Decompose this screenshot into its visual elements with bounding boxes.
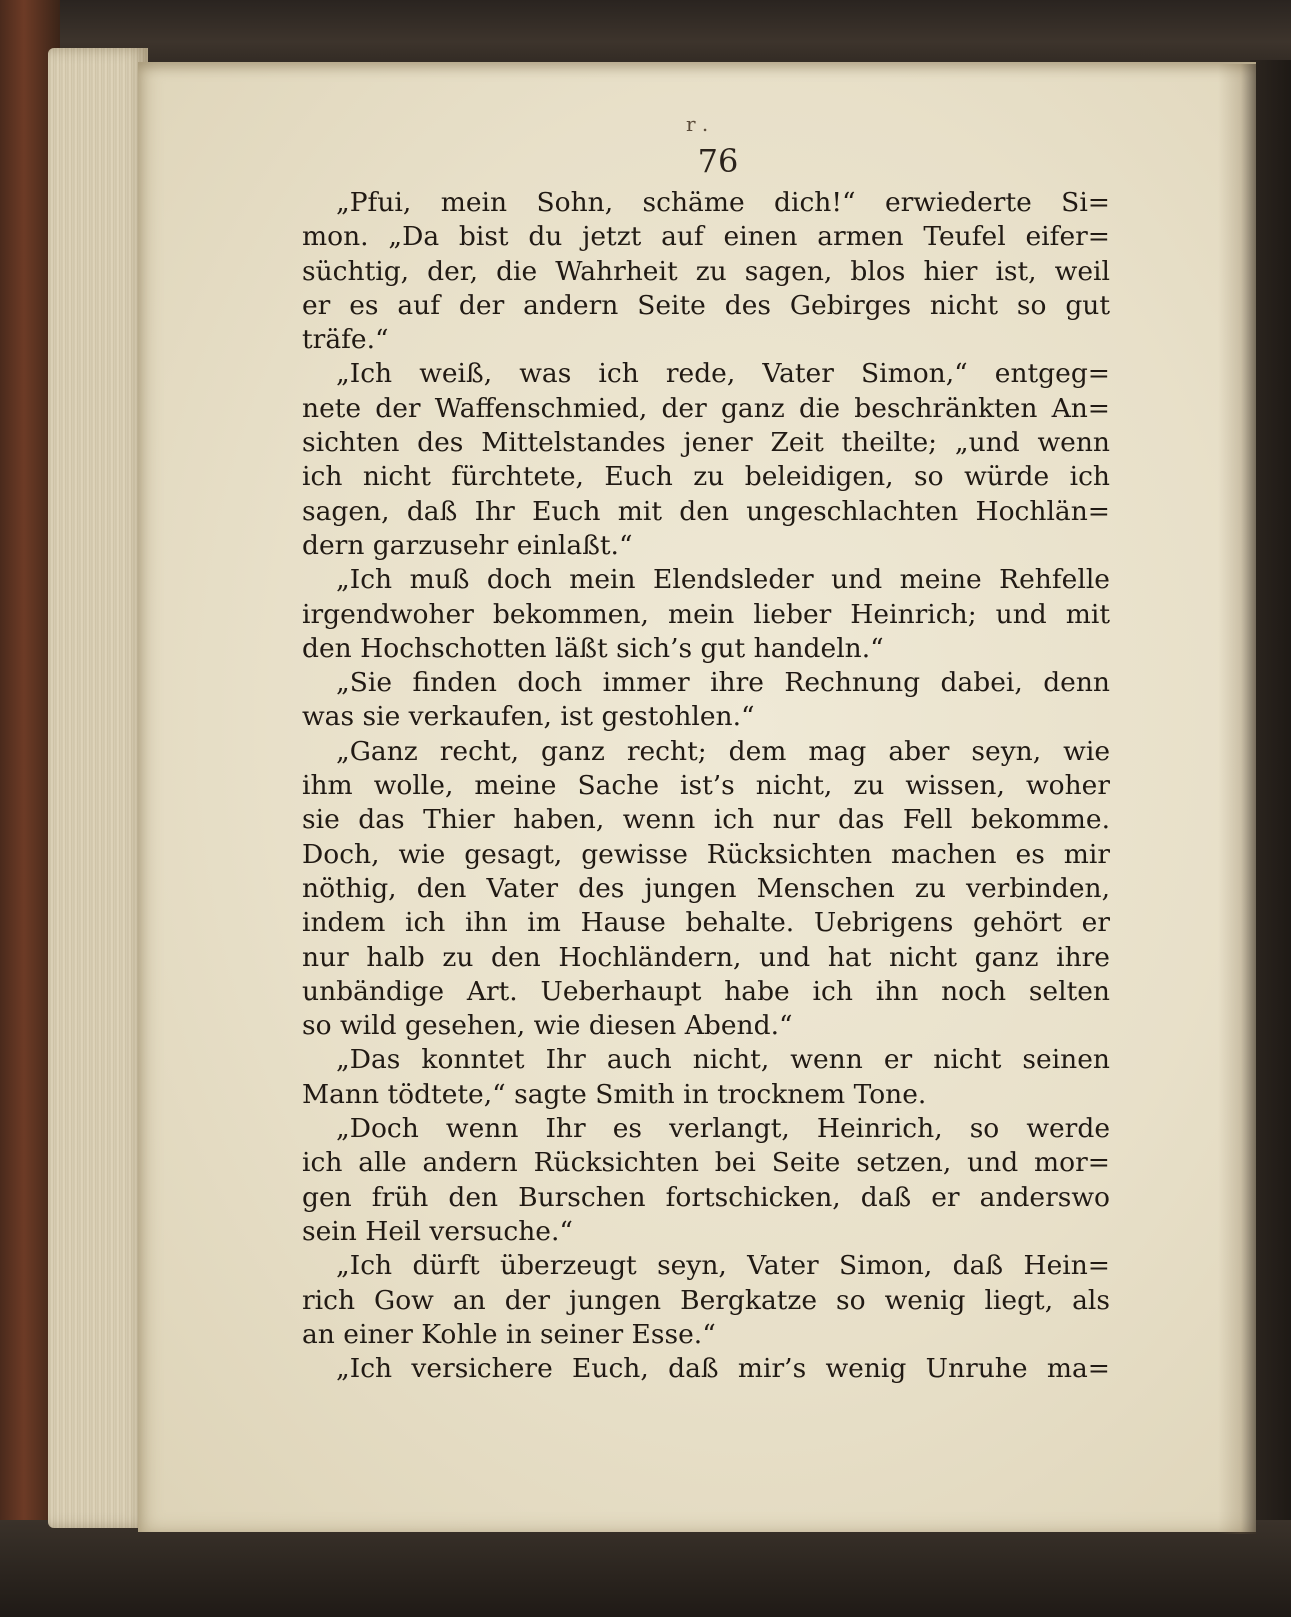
text-line: unbändige Art. Ueberhaupt habe ich ihn noch selten bbox=[302, 975, 1110, 1007]
text-line: sagen, daß Ihr Euch mit den ungeschlachten Hochlän= bbox=[302, 495, 1110, 527]
text-line: den Hochschotten läßt sich’s gut handeln.“ bbox=[302, 632, 884, 664]
text-line: ihm wolle, meine Sache ist’s nicht, zu wissen, woher bbox=[302, 770, 1110, 802]
text-line: an einer Kohle in seiner Esse.“ bbox=[302, 1318, 716, 1350]
page-text-block bbox=[302, 186, 1110, 1386]
text-line: „Sie finden doch immer ihre Rechnung dabei, denn bbox=[336, 667, 1110, 699]
book-cover-right bbox=[1250, 60, 1291, 1540]
text-line: mon. „Da bist du jetzt auf einen armen Teufel eifer= bbox=[302, 221, 1110, 253]
text-line: „Doch wenn Ihr es verlangt, Heinrich, so werde bbox=[336, 1113, 1110, 1145]
text-line: „Ich versichere Euch, daß mir’s wenig Unruhe ma= bbox=[336, 1353, 1110, 1385]
text-line: so wild gesehen, wie diesen Abend.“ bbox=[302, 1010, 793, 1042]
text-line: dern garzusehr einlaßt.“ bbox=[302, 529, 633, 561]
text-line: Mann tödtete,“ sagte Smith in trocknem Tone. bbox=[302, 1078, 927, 1110]
page-number: 76 bbox=[697, 142, 739, 180]
book-cover-bottom bbox=[0, 1520, 1291, 1617]
text-line: „Ich weiß, was ich rede, Vater Simon,“ entgeg= bbox=[336, 358, 1110, 390]
text-line: sichten des Mittelstandes jener Zeit theilte; „und wenn bbox=[302, 427, 1110, 459]
text-line: irgendwoher bekommen, mein lieber Heinrich; und mit bbox=[302, 598, 1110, 630]
text-line: „Ganz recht, ganz recht; dem mag aber seyn, wie bbox=[336, 735, 1110, 767]
text-line: rich Gow an der jungen Bergkatze so wenig liegt, als bbox=[302, 1284, 1110, 1316]
text-line: indem ich ihn im Hause behalte. Uebrigens gehört er bbox=[302, 907, 1110, 939]
text-line: nete der Waffenschmied, der ganz die beschränkten An= bbox=[302, 392, 1110, 424]
text-line: sie das Thier haben, wenn ich nur das Fell bekomme. bbox=[302, 804, 1110, 836]
text-line: träfe.“ bbox=[302, 324, 389, 356]
text-line: „Pfui, mein Sohn, schäme dich!“ erwiederte Si= bbox=[336, 187, 1110, 218]
text-line: Doch, wie gesagt, gewisse Rücksichten machen es mir bbox=[302, 838, 1110, 870]
book-cover-top bbox=[0, 0, 1291, 70]
text-line: nöthig, den Vater des jungen Menschen zu verbinden, bbox=[302, 872, 1110, 904]
text-line: „Das konntet Ihr auch nicht, wenn er nicht seinen bbox=[336, 1044, 1110, 1076]
text-line: er es auf der andern Seite des Gebirges nicht so gut bbox=[302, 289, 1110, 321]
text-line: ich alle andern Rücksichten bei Seite setzen, und mor= bbox=[302, 1147, 1110, 1179]
text-line: „Ich dürft überzeugt seyn, Vater Simon, daß Hein= bbox=[336, 1250, 1110, 1282]
text-line: sein Heil versuche.“ bbox=[302, 1215, 573, 1247]
margin-mark: r . bbox=[686, 112, 709, 136]
text-line: nur halb zu den Hochländern, und hat nicht ganz ihre bbox=[302, 941, 1110, 973]
text-line: süchtig, der, die Wahrheit zu sagen, blos hier ist, weil bbox=[302, 255, 1110, 287]
text-line: „Ich muß doch mein Elendsleder und meine Rehfelle bbox=[336, 564, 1110, 596]
text-line: gen früh den Burschen fortschicken, daß er anderswo bbox=[302, 1181, 1110, 1213]
text-line: was sie verkaufen, ist gestohlen.“ bbox=[302, 701, 755, 733]
page-edges bbox=[48, 48, 148, 1528]
page-gutter-shadow bbox=[1218, 64, 1256, 1534]
text-line: ich nicht fürchtete, Euch zu beleidigen, so würde ich bbox=[302, 461, 1110, 493]
